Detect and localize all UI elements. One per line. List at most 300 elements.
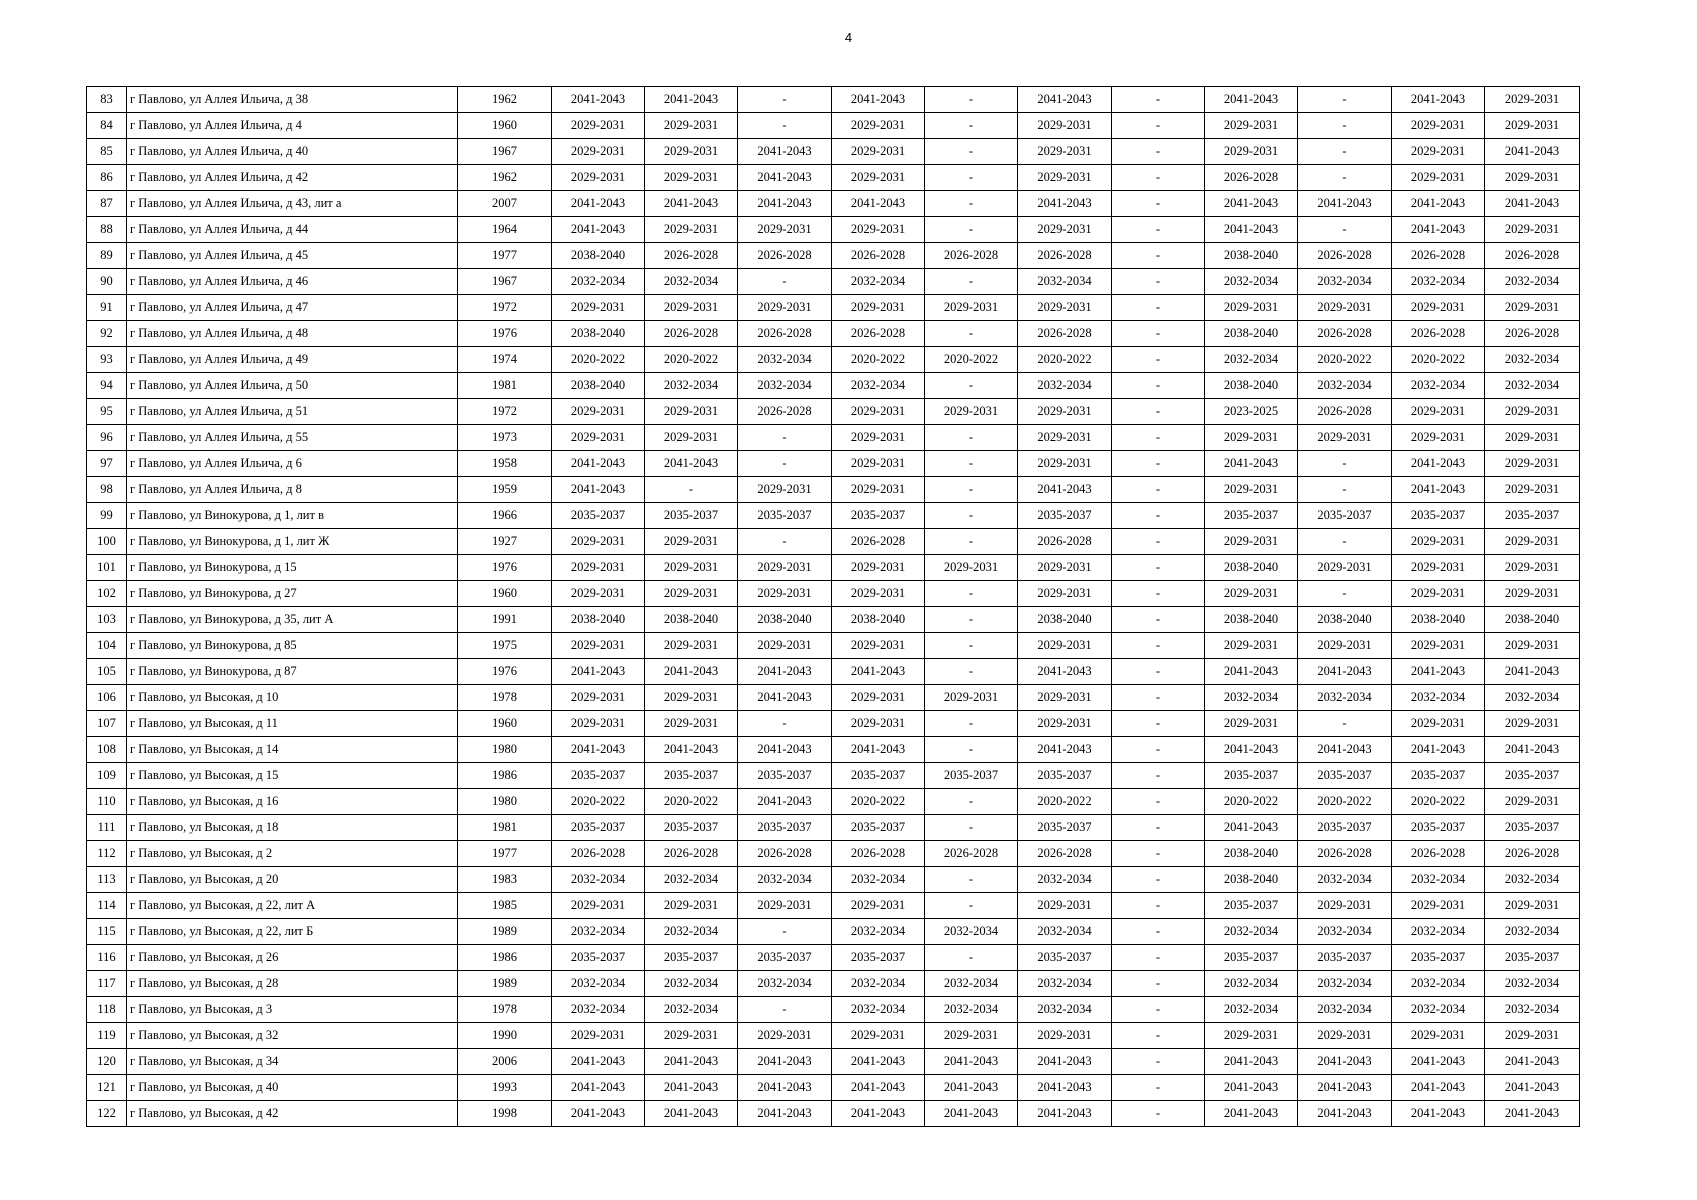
period-cell: 2035-2037 [552, 945, 645, 971]
period-cell: 2032-2034 [738, 867, 832, 893]
period-cell: - [1298, 529, 1392, 555]
year-built-cell: 1989 [458, 919, 552, 945]
period-cell: 2041-2043 [738, 789, 832, 815]
table-row [87, 347, 1580, 373]
address-cell: г Павлово, ул Высокая, д 32 [127, 1023, 458, 1049]
period-cell: 2029-2031 [832, 451, 925, 477]
period-cell: 2029-2031 [832, 295, 925, 321]
row-number-cell: 116 [87, 945, 127, 971]
period-cell: 2041-2043 [1205, 451, 1298, 477]
period-cell: 2029-2031 [645, 217, 738, 243]
year-built-cell: 1990 [458, 1023, 552, 1049]
period-cell: 2041-2043 [552, 191, 645, 217]
period-cell: - [1298, 217, 1392, 243]
period-cell: 2020-2022 [1392, 789, 1485, 815]
period-cell: 2029-2031 [552, 1023, 645, 1049]
period-cell: 2029-2031 [1392, 399, 1485, 425]
period-cell: 2032-2034 [645, 867, 738, 893]
period-cell: 2029-2031 [1392, 529, 1485, 555]
period-cell: 2020-2022 [1298, 789, 1392, 815]
period-cell: 2029-2031 [552, 633, 645, 659]
period-cell: 2029-2031 [832, 893, 925, 919]
period-cell: 2032-2034 [1485, 685, 1580, 711]
period-cell: 2029-2031 [1392, 581, 1485, 607]
period-cell: 2035-2037 [1392, 815, 1485, 841]
year-built-cell: 1976 [458, 321, 552, 347]
period-cell: 2026-2028 [832, 321, 925, 347]
address-cell: г Павлово, ул Высокая, д 18 [127, 815, 458, 841]
period-cell: 2041-2043 [1392, 191, 1485, 217]
address-cell: г Павлово, ул Высокая, д 42 [127, 1101, 458, 1127]
table-row [87, 763, 1580, 789]
period-cell: 2041-2043 [1205, 815, 1298, 841]
period-cell: 2032-2034 [552, 971, 645, 997]
period-cell: 2032-2034 [1298, 997, 1392, 1023]
year-built-cell: 1983 [458, 867, 552, 893]
row-number-cell: 87 [87, 191, 127, 217]
period-cell: 2026-2028 [832, 841, 925, 867]
period-cell: 2029-2031 [1485, 789, 1580, 815]
period-cell: 2020-2022 [925, 347, 1018, 373]
period-cell: 2035-2037 [645, 815, 738, 841]
period-cell: 2032-2034 [1485, 373, 1580, 399]
period-cell: 2029-2031 [1018, 685, 1112, 711]
period-cell: 2029-2031 [1485, 633, 1580, 659]
period-cell: 2029-2031 [552, 711, 645, 737]
period-cell: 2035-2037 [1392, 503, 1485, 529]
period-cell: 2029-2031 [1018, 581, 1112, 607]
period-cell: 2032-2034 [1392, 971, 1485, 997]
period-cell: - [1112, 347, 1205, 373]
table-row [87, 737, 1580, 763]
period-cell: 2029-2031 [1018, 893, 1112, 919]
period-cell: 2029-2031 [1205, 711, 1298, 737]
period-cell: 2035-2037 [925, 763, 1018, 789]
table-row [87, 87, 1580, 113]
period-cell: 2041-2043 [738, 139, 832, 165]
period-cell: 2029-2031 [832, 477, 925, 503]
period-cell: - [925, 711, 1018, 737]
period-cell: - [1112, 243, 1205, 269]
period-cell: 2041-2043 [552, 451, 645, 477]
period-cell: 2029-2031 [645, 295, 738, 321]
period-cell: 2041-2043 [832, 191, 925, 217]
year-built-cell: 1958 [458, 451, 552, 477]
period-cell: - [1112, 581, 1205, 607]
period-cell: 2035-2037 [1205, 763, 1298, 789]
period-cell: 2041-2043 [1205, 737, 1298, 763]
period-cell: 2029-2031 [1485, 1023, 1580, 1049]
period-cell: 2041-2043 [1485, 1049, 1580, 1075]
address-cell: г Павлово, ул Винокурова, д 87 [127, 659, 458, 685]
period-cell: 2029-2031 [1018, 633, 1112, 659]
row-number-cell: 89 [87, 243, 127, 269]
period-cell: - [925, 503, 1018, 529]
period-cell: 2029-2031 [738, 477, 832, 503]
period-cell: 2041-2043 [1298, 659, 1392, 685]
period-cell: 2029-2031 [738, 295, 832, 321]
period-cell: - [1112, 451, 1205, 477]
table-row [87, 581, 1580, 607]
period-cell: 2038-2040 [552, 243, 645, 269]
period-cell: 2041-2043 [832, 1101, 925, 1127]
period-cell: 2038-2040 [1205, 607, 1298, 633]
period-cell: 2029-2031 [1485, 555, 1580, 581]
period-cell: 2041-2043 [1392, 477, 1485, 503]
period-cell: - [925, 893, 1018, 919]
period-cell: 2041-2043 [1392, 737, 1485, 763]
period-cell: 2029-2031 [552, 893, 645, 919]
period-cell: 2035-2037 [1018, 503, 1112, 529]
address-cell: г Павлово, ул Винокурова, д 85 [127, 633, 458, 659]
period-cell: 2041-2043 [1392, 1101, 1485, 1127]
period-cell: 2032-2034 [645, 269, 738, 295]
address-cell: г Павлово, ул Винокурова, д 1, лит Ж [127, 529, 458, 555]
period-cell: - [1112, 867, 1205, 893]
period-cell: 2029-2031 [1018, 295, 1112, 321]
period-cell: 2041-2043 [1392, 1075, 1485, 1101]
period-cell: - [738, 451, 832, 477]
period-cell: 2026-2028 [1485, 321, 1580, 347]
period-cell: 2035-2037 [552, 815, 645, 841]
period-cell: 2029-2031 [1485, 425, 1580, 451]
period-cell: 2026-2028 [1018, 243, 1112, 269]
table-row [87, 945, 1580, 971]
year-built-cell: 1985 [458, 893, 552, 919]
period-cell: 2029-2031 [1485, 87, 1580, 113]
year-built-cell: 1989 [458, 971, 552, 997]
period-cell: 2026-2028 [738, 399, 832, 425]
period-cell: 2035-2037 [1018, 763, 1112, 789]
period-cell: - [1112, 737, 1205, 763]
period-cell: 2029-2031 [1485, 451, 1580, 477]
period-cell: 2041-2043 [738, 1101, 832, 1127]
row-number-cell: 103 [87, 607, 127, 633]
table-row [87, 425, 1580, 451]
period-cell: - [738, 269, 832, 295]
period-cell: 2029-2031 [1018, 711, 1112, 737]
row-number-cell: 90 [87, 269, 127, 295]
period-cell: 2023-2025 [1205, 399, 1298, 425]
period-cell: 2032-2034 [645, 971, 738, 997]
period-cell: 2032-2034 [1205, 269, 1298, 295]
table-row [87, 217, 1580, 243]
period-cell: 2041-2043 [1205, 1075, 1298, 1101]
period-cell: 2029-2031 [1392, 1023, 1485, 1049]
period-cell: 2041-2043 [925, 1101, 1018, 1127]
period-cell: 2035-2037 [1298, 815, 1392, 841]
period-cell: 2029-2031 [1018, 425, 1112, 451]
period-cell: 2029-2031 [552, 425, 645, 451]
period-cell: 2035-2037 [1018, 815, 1112, 841]
period-cell: - [1112, 711, 1205, 737]
year-built-cell: 1972 [458, 399, 552, 425]
address-cell: г Павлово, ул Аллея Ильича, д 45 [127, 243, 458, 269]
period-cell: - [1298, 139, 1392, 165]
table-row [87, 789, 1580, 815]
period-cell: 2041-2043 [552, 737, 645, 763]
period-cell: 2032-2034 [832, 919, 925, 945]
period-cell: 2026-2028 [645, 243, 738, 269]
period-cell: - [1112, 997, 1205, 1023]
period-cell: 2032-2034 [832, 867, 925, 893]
year-built-cell: 1964 [458, 217, 552, 243]
table-row [87, 919, 1580, 945]
period-cell: 2020-2022 [1392, 347, 1485, 373]
year-built-cell: 1976 [458, 659, 552, 685]
table-row [87, 399, 1580, 425]
period-cell: - [1112, 113, 1205, 139]
period-cell: 2041-2043 [645, 191, 738, 217]
period-cell: 2029-2031 [645, 1023, 738, 1049]
period-cell: 2032-2034 [832, 269, 925, 295]
period-cell: 2035-2037 [1298, 503, 1392, 529]
address-cell: г Павлово, ул Высокая, д 28 [127, 971, 458, 997]
period-cell: 2032-2034 [645, 919, 738, 945]
row-number-cell: 112 [87, 841, 127, 867]
period-cell: 2026-2028 [645, 321, 738, 347]
period-cell: 2038-2040 [832, 607, 925, 633]
period-cell: - [925, 373, 1018, 399]
period-cell: - [1112, 477, 1205, 503]
period-cell: 2038-2040 [552, 373, 645, 399]
period-cell: 2032-2034 [552, 919, 645, 945]
period-cell: 2035-2037 [1018, 945, 1112, 971]
period-cell: 2032-2034 [1392, 997, 1485, 1023]
year-built-cell: 1980 [458, 789, 552, 815]
period-cell: 2041-2043 [645, 1049, 738, 1075]
row-number-cell: 83 [87, 87, 127, 113]
row-number-cell: 93 [87, 347, 127, 373]
period-cell: 2032-2034 [1485, 997, 1580, 1023]
period-cell: 2029-2031 [1018, 555, 1112, 581]
period-cell: 2035-2037 [552, 503, 645, 529]
period-cell: 2029-2031 [832, 1023, 925, 1049]
period-cell: 2029-2031 [645, 113, 738, 139]
row-number-cell: 102 [87, 581, 127, 607]
period-cell: 2029-2031 [1298, 1023, 1392, 1049]
period-cell: 2035-2037 [738, 763, 832, 789]
period-cell: - [925, 269, 1018, 295]
period-cell: 2029-2031 [1485, 529, 1580, 555]
period-cell: 2032-2034 [1298, 867, 1392, 893]
table-row [87, 321, 1580, 347]
period-cell: - [1112, 399, 1205, 425]
table-row [87, 191, 1580, 217]
period-cell: 2041-2043 [832, 737, 925, 763]
period-cell: 2029-2031 [738, 633, 832, 659]
period-cell: 2029-2031 [832, 113, 925, 139]
period-cell: 2026-2028 [1392, 243, 1485, 269]
period-cell: - [1112, 1101, 1205, 1127]
period-cell: - [925, 607, 1018, 633]
period-cell: - [1298, 581, 1392, 607]
period-cell: 2029-2031 [645, 633, 738, 659]
period-cell: 2035-2037 [645, 945, 738, 971]
period-cell: - [925, 815, 1018, 841]
period-cell: 2041-2043 [832, 1075, 925, 1101]
period-cell: - [925, 659, 1018, 685]
table-row [87, 1049, 1580, 1075]
period-cell: 2020-2022 [645, 789, 738, 815]
period-cell: - [1298, 477, 1392, 503]
period-cell: 2032-2034 [1018, 373, 1112, 399]
period-cell: 2032-2034 [1392, 269, 1485, 295]
period-cell: 2041-2043 [1392, 451, 1485, 477]
period-cell: 2041-2043 [552, 477, 645, 503]
period-cell: - [738, 919, 832, 945]
period-cell: 2029-2031 [645, 685, 738, 711]
period-cell: 2029-2031 [925, 1023, 1018, 1049]
address-cell: г Павлово, ул Аллея Ильича, д 42 [127, 165, 458, 191]
period-cell: 2026-2028 [1018, 321, 1112, 347]
period-cell: 2041-2043 [645, 1101, 738, 1127]
year-built-cell: 1977 [458, 243, 552, 269]
period-cell: 2041-2043 [1018, 659, 1112, 685]
row-number-cell: 120 [87, 1049, 127, 1075]
row-number-cell: 85 [87, 139, 127, 165]
table-row [87, 269, 1580, 295]
year-built-cell: 1986 [458, 763, 552, 789]
period-cell: 2041-2043 [832, 87, 925, 113]
table-row [87, 295, 1580, 321]
period-cell: 2032-2034 [925, 971, 1018, 997]
period-cell: 2035-2037 [1298, 763, 1392, 789]
period-cell: 2032-2034 [1485, 347, 1580, 373]
period-cell: 2029-2031 [1298, 295, 1392, 321]
period-cell: 2026-2028 [738, 321, 832, 347]
period-cell: - [925, 789, 1018, 815]
period-cell: 2029-2031 [925, 399, 1018, 425]
year-built-cell: 1960 [458, 711, 552, 737]
period-cell: - [925, 633, 1018, 659]
period-cell: 2041-2043 [1392, 87, 1485, 113]
period-cell: - [1112, 1049, 1205, 1075]
period-cell: 2029-2031 [1392, 711, 1485, 737]
row-number-cell: 121 [87, 1075, 127, 1101]
period-cell: 2026-2028 [832, 529, 925, 555]
row-number-cell: 111 [87, 815, 127, 841]
period-cell: 2029-2031 [645, 581, 738, 607]
row-number-cell: 97 [87, 451, 127, 477]
period-cell: - [1112, 841, 1205, 867]
period-cell: 2026-2028 [738, 243, 832, 269]
address-cell: г Павлово, ул Аллея Ильича, д 47 [127, 295, 458, 321]
period-cell: 2029-2031 [1298, 425, 1392, 451]
period-cell: 2029-2031 [832, 425, 925, 451]
period-cell: 2041-2043 [738, 685, 832, 711]
table-row [87, 711, 1580, 737]
period-cell: 2041-2043 [1205, 659, 1298, 685]
period-cell: - [1298, 711, 1392, 737]
table-row [87, 971, 1580, 997]
period-cell: 2029-2031 [645, 893, 738, 919]
period-cell: 2029-2031 [738, 1023, 832, 1049]
period-cell: 2032-2034 [1205, 685, 1298, 711]
period-cell: - [925, 139, 1018, 165]
period-cell: 2029-2031 [1392, 633, 1485, 659]
address-cell: г Павлово, ул Аллея Ильича, д 48 [127, 321, 458, 347]
period-cell: - [1112, 1075, 1205, 1101]
period-cell: - [925, 581, 1018, 607]
period-cell: 2041-2043 [645, 1075, 738, 1101]
period-cell: - [1112, 269, 1205, 295]
period-cell: 2032-2034 [552, 997, 645, 1023]
row-number-cell: 92 [87, 321, 127, 347]
address-cell: г Павлово, ул Высокая, д 22, лит А [127, 893, 458, 919]
year-built-cell: 1998 [458, 1101, 552, 1127]
period-cell: - [1112, 971, 1205, 997]
period-cell: 2029-2031 [552, 295, 645, 321]
table-row [87, 1023, 1580, 1049]
period-cell: 2026-2028 [1018, 841, 1112, 867]
period-cell: 2029-2031 [1485, 893, 1580, 919]
period-cell: 2032-2034 [1298, 971, 1392, 997]
period-cell: 2032-2034 [1392, 867, 1485, 893]
period-cell: 2029-2031 [1485, 165, 1580, 191]
period-cell: 2029-2031 [1018, 1023, 1112, 1049]
period-cell: 2035-2037 [1205, 893, 1298, 919]
period-cell: - [925, 165, 1018, 191]
row-number-cell: 114 [87, 893, 127, 919]
period-cell: 2026-2028 [552, 841, 645, 867]
period-cell: 2029-2031 [1018, 113, 1112, 139]
period-cell: 2041-2043 [1485, 139, 1580, 165]
period-cell: - [925, 87, 1018, 113]
period-cell: 2041-2043 [1298, 191, 1392, 217]
period-cell: - [1112, 139, 1205, 165]
period-cell: 2020-2022 [1298, 347, 1392, 373]
address-cell: г Павлово, ул Аллея Ильича, д 38 [127, 87, 458, 113]
period-cell: - [738, 997, 832, 1023]
address-cell: г Павлово, ул Винокурова, д 35, лит А [127, 607, 458, 633]
period-cell: 2032-2034 [645, 997, 738, 1023]
period-cell: 2029-2031 [1485, 113, 1580, 139]
period-cell: 2029-2031 [832, 217, 925, 243]
period-cell: - [738, 711, 832, 737]
period-cell: 2038-2040 [1298, 607, 1392, 633]
period-cell: 2029-2031 [552, 113, 645, 139]
year-built-cell: 1927 [458, 529, 552, 555]
period-cell: 2038-2040 [1205, 373, 1298, 399]
period-cell: - [1112, 191, 1205, 217]
table-row [87, 529, 1580, 555]
period-cell: 2029-2031 [1392, 555, 1485, 581]
period-cell: 2041-2043 [925, 1075, 1018, 1101]
period-cell: 2032-2034 [832, 997, 925, 1023]
period-cell: 2020-2022 [552, 347, 645, 373]
year-built-cell: 1973 [458, 425, 552, 451]
period-cell: 2029-2031 [1392, 295, 1485, 321]
period-cell: 2026-2028 [1298, 243, 1392, 269]
address-cell: г Павлово, ул Аллея Ильича, д 8 [127, 477, 458, 503]
period-cell: 2029-2031 [1018, 451, 1112, 477]
period-cell: - [1112, 321, 1205, 347]
year-built-cell: 1981 [458, 815, 552, 841]
table-row [87, 477, 1580, 503]
period-cell: - [925, 451, 1018, 477]
period-cell: 2035-2037 [832, 763, 925, 789]
year-built-cell: 1977 [458, 841, 552, 867]
period-cell: 2041-2043 [1205, 1049, 1298, 1075]
table-row [87, 893, 1580, 919]
period-cell: 2032-2034 [1205, 919, 1298, 945]
year-built-cell: 1993 [458, 1075, 552, 1101]
period-cell: 2026-2028 [1298, 399, 1392, 425]
period-cell: 2029-2031 [832, 139, 925, 165]
row-number-cell: 107 [87, 711, 127, 737]
period-cell: 2041-2043 [1392, 217, 1485, 243]
